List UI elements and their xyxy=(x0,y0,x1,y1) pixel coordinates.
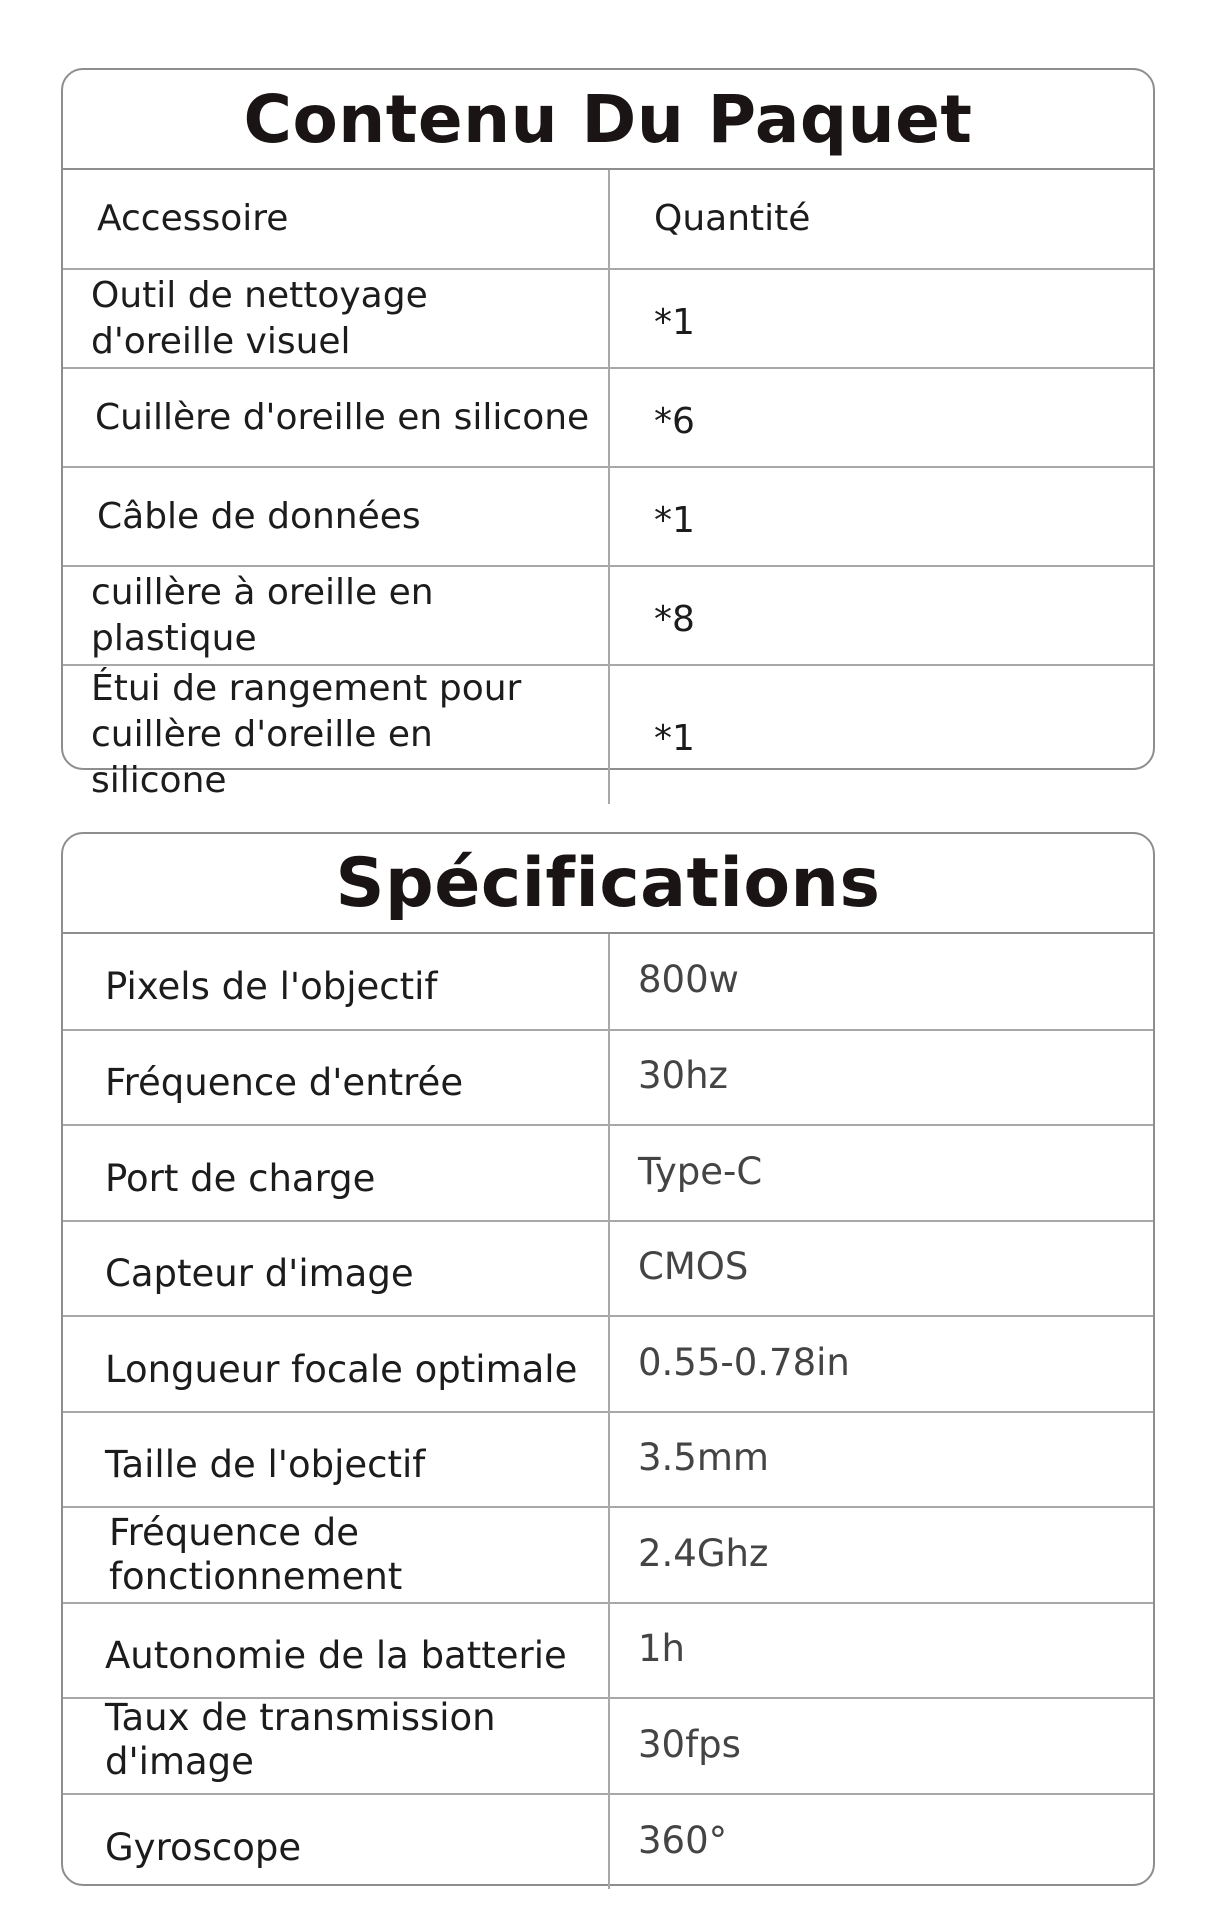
table-row xyxy=(63,934,1153,1030)
table-row xyxy=(63,1221,1153,1317)
table-row xyxy=(63,1412,1153,1508)
spec-label: Capteur d'image xyxy=(63,1221,609,1317)
accessory-quantity: *8 xyxy=(609,566,1153,665)
table-row xyxy=(63,566,1153,665)
spec-value: 3.5mm xyxy=(609,1412,1153,1508)
spec-label: Longueur focale optimale xyxy=(63,1316,609,1412)
spec-label: Fréquence de fonctionnement xyxy=(63,1507,609,1603)
accessory-name: Outil de nettoyage d'oreille visuel xyxy=(63,269,609,368)
table-row xyxy=(63,1794,1153,1890)
table-row xyxy=(63,1316,1153,1412)
spec-value: 2.4Ghz xyxy=(609,1507,1153,1603)
specifications-card xyxy=(61,832,1155,1886)
spec-label: Autonomie de la batterie xyxy=(63,1603,609,1699)
table-row xyxy=(63,1698,1153,1794)
table-row xyxy=(63,1603,1153,1699)
table-row xyxy=(63,1507,1153,1603)
package-contents-title: Contenu Du Paquet xyxy=(63,70,1153,170)
accessory-quantity: *1 xyxy=(609,269,1153,368)
table-header-row xyxy=(63,170,1153,269)
table-row xyxy=(63,665,1153,804)
spec-value: 360° xyxy=(638,1818,728,1862)
table-row xyxy=(63,467,1153,566)
spec-value: 1h xyxy=(609,1603,1153,1699)
header-accessory: Accessoire xyxy=(63,170,609,269)
spec-label: Fréquence d'entrée xyxy=(63,1030,609,1126)
spec-label: Pixels de l'objectif xyxy=(63,934,609,1030)
header-quantity: Quantité xyxy=(609,170,1153,269)
spec-label: Taux de transmission d'image xyxy=(63,1698,609,1794)
specifications-table xyxy=(63,934,1153,1889)
package-contents-card xyxy=(61,68,1155,801)
table-row xyxy=(63,1030,1153,1126)
accessory-quantity: *1 xyxy=(654,718,695,759)
specifications-title: Spécifications xyxy=(63,834,1153,934)
accessory-name: Étui de rangement pour cuillère d'oreille en silicone xyxy=(63,665,609,804)
spec-label: Taille de l'objectif xyxy=(63,1412,609,1508)
accessory-name: Cuillère d'oreille en silicone xyxy=(63,368,609,467)
accessory-name: Câble de données xyxy=(63,467,609,566)
package-contents-table xyxy=(63,170,1153,804)
spec-value: CMOS xyxy=(609,1221,1153,1317)
spec-value: 30hz xyxy=(609,1030,1153,1126)
accessory-quantity: *6 xyxy=(609,368,1153,467)
spec-value: 30fps xyxy=(609,1698,1153,1794)
spec-label: Gyroscope xyxy=(63,1794,609,1890)
accessory-quantity: *1 xyxy=(609,467,1153,566)
spec-label: Port de charge xyxy=(63,1125,609,1221)
table-row xyxy=(63,368,1153,467)
table-row xyxy=(63,1125,1153,1221)
spec-value: 800w xyxy=(609,934,1153,1030)
table-row xyxy=(63,269,1153,368)
spec-value: 0.55-0.78in xyxy=(609,1316,1153,1412)
spec-value: Type-C xyxy=(609,1125,1153,1221)
accessory-name: cuillère à oreille en plastique xyxy=(63,566,609,665)
